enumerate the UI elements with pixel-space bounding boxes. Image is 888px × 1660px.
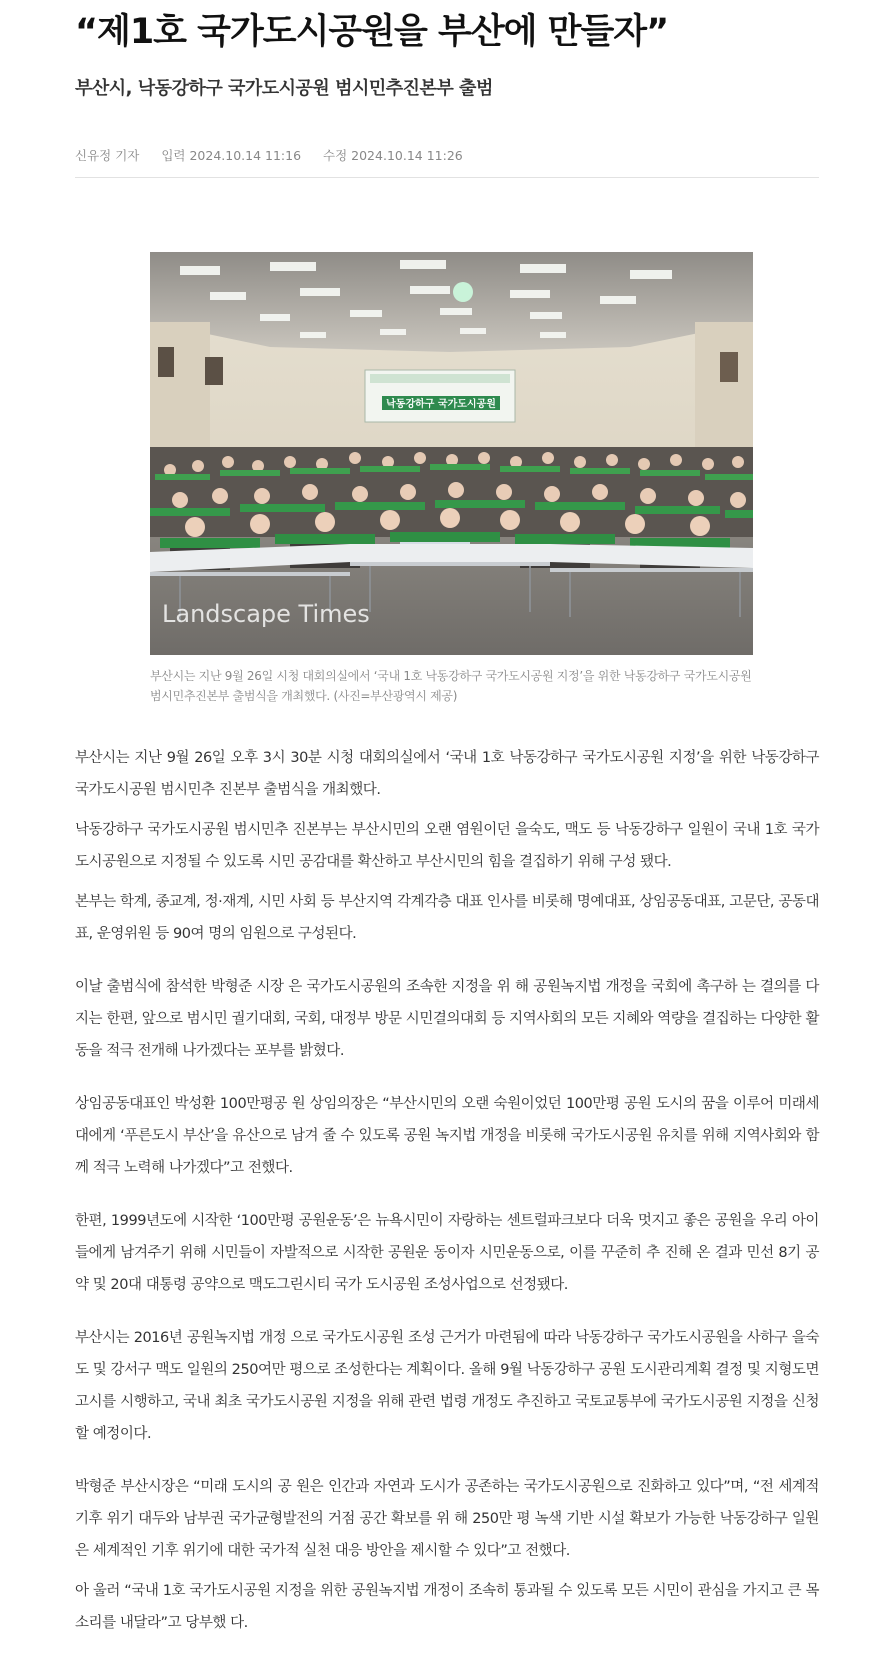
article-body xyxy=(75,742,819,1660)
paragraph-5: 상임공동대표인 박성환 100만평공 원 상임의장은 “부산시민의 오랜 숙원이었던 100만평 공원 도시의 꿈을 이루어 미래세대에게 ‘푸른도시 부산’을 유산으로 남겨 줄 수 있도록 공원 녹지법 개정을 비롯해 국가도시공원 유치를 위해 지역사회와 함께 적극 노력해 나가겠다”고 전했다. xyxy=(75,1096,819,1176)
author-name[interactable]: 신유정 기자 xyxy=(75,148,140,163)
byline xyxy=(75,146,481,164)
paragraph-1: 부산시는 지난 9월 26일 오후 3시 30분 시청 대회의실에서 ‘국내 1호 낙동강하구 국가도시공원 지정’을 위한 낙동강하구 국가도시공원 범시민추 진본부 출범식을 개최했다. xyxy=(75,750,819,798)
banner-title: 낙동강하구 국가도시공원 xyxy=(386,399,496,410)
article-photo[interactable] xyxy=(150,252,753,655)
photo-caption: 부산시는 지난 9월 26일 시청 대회의실에서 ‘국내 1호 낙동강하구 국가도시공원 지정’을 위한 낙동강하구 국가도시공원 범시민추진본부 출범식을 개최했다. (사진=부산광역시 제공) xyxy=(150,669,752,703)
paragraph-9: 아 울러 “국내 1호 국가도시공원 지정을 위한 공원녹지법 개정이 조속히 통과될 수 있도록 모든 시민이 관심을 가지고 큰 목소리를 내달라”고 당부했 다. xyxy=(75,1583,819,1631)
photo-watermark: Landscape Times xyxy=(162,600,370,628)
header-divider xyxy=(75,177,819,178)
event-photo-illustration xyxy=(150,252,753,655)
paragraph-3: 본부는 학계, 종교계, 정·재계, 시민 사회 등 부산지역 각계각층 대표 인사를 비롯해 명예대표, 상임공동대표, 고문단, 공동대표, 운영위원 등 90여 명의 임원으로 구성된다. xyxy=(75,894,819,942)
paragraph-2: 낙동강하구 국가도시공원 범시민추 진본부는 부산시민의 오랜 염원이던 을숙도, 맥도 등 낙동강하구 일원이 국내 1호 국가도시공원으로 지정될 수 있도록 시민 공감대를 확산하고 부산시민의 힘을 결집하기 위해 구성 됐다. xyxy=(75,822,819,870)
article-headline: “제1호 국가도시공원을 부산에 만들자” xyxy=(75,12,669,52)
published-date: 입력 2024.10.14 11:16 xyxy=(161,148,302,163)
paragraph-6: 한편, 1999년도에 시작한 ‘100만평 공원운동’은 뉴욕시민이 자랑하는 센트럴파크보다 더욱 멋지고 좋은 공원을 우리 아이들에게 남겨주기 위해 시민들이 자발적으로 시작한 공원운 동이자 시민운동으로, 이를 꾸준히 추 진해 온 결과 민선 8기 공약 및 20대 대통령 공약으로 맥도그린시티 국가 도시공원 조성사업으로 선정됐다. xyxy=(75,1213,819,1293)
article-subheadline: 부산시, 낙동강하구 국가도시공원 범시민추진본부 출범 xyxy=(75,78,493,99)
updated-date: 수정 2024.10.14 11:26 xyxy=(323,148,463,163)
paragraph-8: 박형준 부산시장은 “미래 도시의 공 원은 인간과 자연과 도시가 공존하는 국가도시공원으로 진화하고 있다”며, “전 세계적 기후 위기 대두와 남부권 국가균형발전의 거점 공간 확보를 위 해 250만 평 녹색 기반 시설 확보가 가능한 낙동강하구 일원은 세계적인 기후 위기에 대한 국가적 실천 대응 방안을 제시할 수 있다”고 전했다. xyxy=(75,1479,819,1559)
paragraph-7: 부산시는 2016년 공원녹지법 개정 으로 국가도시공원 조성 근거가 마련됨에 따라 낙동강하구 국가도시공원을 사하구 을숙도 및 강서구 맥도 일원의 250여만 평으로 조성한다는 계획이다. 올해 9월 낙동강하구 공원 도시관리계획 결정 및 지형도면 고시를 시행하고, 국내 최초 국가도시공원 지정을 위해 관련 법령 개정도 추진하고 국토교통부에 국가도시공원 지정을 신청할 예정이다. xyxy=(75,1330,819,1442)
paragraph-4: 이날 출범식에 참석한 박형준 시장 은 국가도시공원의 조속한 지정을 위 해 공원녹지법 개정을 국회에 촉구하 는 결의를 다지는 한편, 앞으로 범시민 궐기대회, 국회, 대정부 방문 시민결의대회 등 지역사회의 모든 지혜와 역량을 결집하는 다양한 활동을 적극 전개해 나가겠다는 포부를 밝혔다. xyxy=(75,979,819,1059)
